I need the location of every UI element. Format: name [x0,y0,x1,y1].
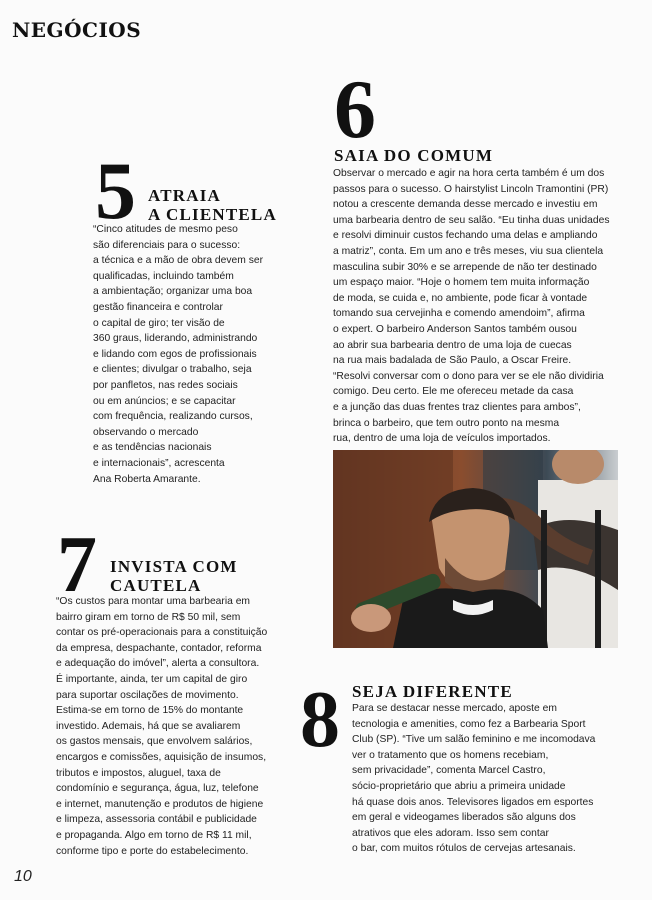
body-line: rua, dentro de uma loja de veículos importados. [333,433,551,445]
body-line: e internacionais”, acrescenta [93,457,225,469]
body-line: a matriz”, conta. Em um ano e três meses, viu sua clientela [333,245,604,257]
body-line: e lidando com egos de profissionais [93,348,257,360]
body-line: “Os custos para montar uma barbearia em [56,596,251,607]
body-line: sem privacidade”, comenta Marcel Castro, [352,765,546,777]
item-5-title [148,186,277,224]
body-line: tributos e impostos, aluguel, taxa de [56,767,221,779]
item-5-title-line: ATRAIA [148,186,222,205]
item-7-title [110,557,238,595]
barbershop-photo [333,450,618,648]
item-7-title-line: INVISTA COM [110,557,238,576]
item-6-title-line: SAIA DO COMUM [334,146,494,165]
body-line: o capital de giro; ter visão de [93,317,225,329]
barber-scene-illustration [333,450,618,648]
body-line: observando o mercado [93,426,199,438]
body-line: são diferenciais para o sucesso: [93,239,241,251]
body-line: ver o tratamento que os homens recebiam, [352,749,549,761]
body-line: sócio-proprietário que abriu a primeira unidade [352,780,566,792]
item-6-number: 6 [334,63,376,156]
body-line: contar os pré-operacionais para a constituição [56,627,268,639]
body-line: Observar o mercado e agir na hora certa também é um dos [333,168,605,179]
body-line: “Resolvi conversar com o dono para ver se ele não dividiria [333,370,604,382]
body-line: conforme tipo e porte do estabelecimento. [56,845,249,857]
body-line: a ambientação; organizar uma boa [93,286,253,298]
body-line: passos para o sucesso. O hairstylist Lincoln Tramontini (PR) [333,183,609,195]
item-7-body [56,594,267,859]
body-line: em geral e videogames liberados são alguns dos [352,812,576,824]
body-line: e adequação do imóvel”, alerta a consultora. [56,658,260,670]
body-line: da empresa, despachante, contador, reforma [56,642,262,654]
body-line: há quase dois anos. Televisores ligados em esportes [352,796,594,808]
body-line: “Cinco atitudes de mesmo peso [93,224,238,235]
body-line: encargos e comissões, aquisição de insumos, [56,751,267,763]
item-8-title [352,682,513,701]
body-line: e resolvi diminuir custos fechando uma delas e ampliando [333,230,598,242]
item-6-body [333,166,610,447]
page-number: 10 [14,868,32,885]
body-line: o bar, com muitos rótulos de cervejas artesanais. [352,843,576,855]
body-line: e propaganda. Algo em torno de R$ 11 mil, [56,829,252,841]
body-line: bairro giram em torno de R$ 50 mil, sem [56,611,241,623]
body-line: Para se destacar nesse mercado, aposte em [352,703,557,714]
item-8-number: 8 [300,676,340,764]
body-line: investido. Ademais, há que se avaliarem [56,720,241,732]
body-line: tecnologia e amenities, como fez a Barbearia Sport [352,718,586,730]
body-line: Estima-se em torno de 15% do montante [56,705,244,717]
item-5-body [93,222,263,487]
body-line: e internet, manutenção e produtos de higiene [56,798,264,810]
item-6-title [334,146,493,165]
body-line: gestão financeira e controlar [93,301,223,313]
body-line: com frequência, realizando cursos, [93,411,253,423]
body-line: Ana Roberta Amarante. [93,473,201,485]
item-5-title-line: A CLIENTELA [148,205,277,224]
item-5-number: 5 [95,145,136,236]
body-line: condomínio e segurança, água, luz, telefone [56,783,259,795]
body-line: e a junção das duas frentes traz clientes para ambos”, [333,401,581,413]
section-title: NEGÓCIOS [12,18,142,42]
body-line: uma barbearia dentro de seu salão. “Eu tinha duas unidades [333,214,610,226]
body-line: qualificadas, incluindo também [93,270,234,282]
item-8-body [352,701,595,857]
item-7-title-line: CAUTELA [110,576,202,595]
item-8-title-line: SEJA DIFERENTE [352,682,513,701]
body-line: notou a crescente demanda desse mercado e investiu em [333,199,598,211]
body-line: ao abrir sua barbearia dentro de uma loja de cuecas [333,339,572,351]
body-line: e clientes; divulgar o trabalho, seja [93,364,252,376]
body-line: de moda, se cuida e, no ambiente, pode ficar à vontade [333,292,588,304]
item-7-number: 7 [57,521,97,609]
body-line: o expert. O barbeiro Anderson Santos também ousou [333,323,577,335]
body-line: a técnica e a mão de obra devem ser [93,255,263,267]
body-line: ou em anúncios; e se capacitar [93,395,236,407]
body-line: um espaço maior. “Hoje o homem tem muita informação [333,277,590,289]
body-line: comigo. Deu certo. Ele me ofereceu metade da casa [333,386,574,398]
body-line: 360 graus, liderando, administrando [93,333,258,345]
body-line: por panfletos, nas redes sociais [93,379,238,391]
body-line: e as tendências nacionais [93,442,212,454]
body-line: e limpeza, assessoria contábil e publicidade [56,814,257,826]
body-line: masculina subir 30% e se arrepende de não ter destinado [333,261,597,273]
body-line: na rua mais badalada de São Paulo, a Oscar Freire. [333,355,572,367]
body-line: brinca o barbeiro, que tem outro ponto na mesma [333,417,560,429]
body-line: É importante, ainda, ter um capital de giro [56,673,248,685]
body-line: tomando sua cervejinha e comendo amendoim”, afirma [333,308,585,320]
body-line: os gastos mensais, que envolvem salários, [56,736,253,748]
body-line: para suportar oscilações de movimento. [56,689,239,701]
body-line: atrativos que eles adoram. Isso sem contar [352,827,549,839]
body-line: Club (SP). “Tive um salão feminino e me incomodava [352,734,596,746]
